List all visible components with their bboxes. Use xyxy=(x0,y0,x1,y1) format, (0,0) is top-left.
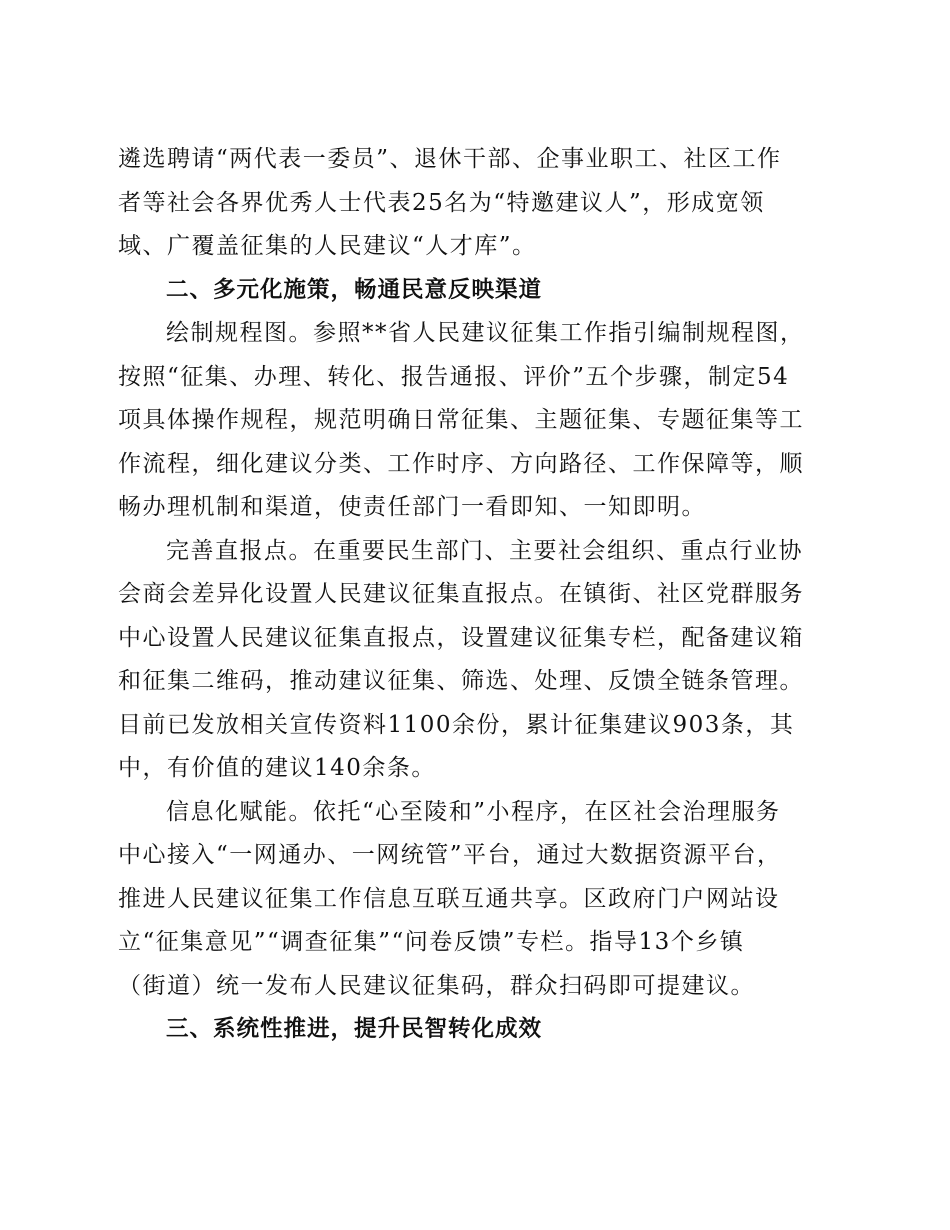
paragraph-talent-pool xyxy=(118,138,818,269)
paragraph-line: 遴选聘请“两代表一委员”、退休干部、企事业职工、社区工作 xyxy=(118,146,782,172)
paragraph-line: 绘制规程图。参照**省人民建议征集工作指引编制规程图， xyxy=(166,320,805,346)
section-heading-3: 三、系统性推进，提升民智转化成效 xyxy=(166,1016,543,1042)
paragraph-line: 者等社会各界优秀人士代表25名为“特邀建议人”，形成宽领 xyxy=(118,189,765,216)
paragraph-informatization xyxy=(118,791,818,1009)
section-heading-2: 二、多元化施策，畅通民意反映渠道 xyxy=(166,276,543,303)
paragraph-line: 完善直报点。在重要民生部门、主要社会组织、重点行业协 xyxy=(166,537,803,564)
paragraph-line: 畅办理机制和渠道，使责任部门一看即知、一知即明。 xyxy=(118,494,706,520)
paragraph-line: 推进人民建议征集工作信息互联互通共享。区政府门户网站设 xyxy=(118,885,780,912)
paragraph-direct-report-points xyxy=(118,530,818,791)
paragraph-line: 作流程，细化建议分类、工作时序、方向路径、工作保障等，顺 xyxy=(118,450,804,477)
paragraph-line: 按照“征集、办理、转化、报告通报、评价”五个步骤，制定54 xyxy=(118,363,790,390)
paragraph-line: （街道）统一发布人民建议征集码，群众扫码即可提建议。 xyxy=(118,972,755,999)
paragraph-line: 中心设置人民建议征集直报点，设置建议征集专栏，配备建议箱 xyxy=(118,624,804,651)
paragraph-line: 目前已发放相关宣传资料1100余份，累计征集建议903条，其 xyxy=(118,711,795,738)
document-body xyxy=(118,138,818,1052)
paragraph-line: 信息化赋能。依托“心至陵和”小程序，在区社会治理服务 xyxy=(166,798,781,825)
paragraph-line: 域、广覆盖征集的人民建议“人才库”。 xyxy=(118,233,537,259)
paragraph-line: 中，有价值的建议140余条。 xyxy=(118,755,436,781)
paragraph-line: 立“征集意见”“调查征集”“问卷反馈”专栏。指导13个乡镇 xyxy=(118,929,745,955)
paragraph-procedure-map xyxy=(118,312,818,530)
paragraph-line: 项具体操作规程，规范明确日常征集、主题征集、专题征集等工 xyxy=(118,407,804,433)
paragraph-line: 会商会差异化设置人民建议征集直报点。在镇街、社区党群服务 xyxy=(118,581,804,607)
paragraph-line: 中心接入“一网通办、一网统管”平台，通过大数据资源平台， xyxy=(118,842,782,868)
paragraph-line: 和征集二维码，推动建议征集、筛选、处理、反馈全链条管理。 xyxy=(118,668,804,694)
